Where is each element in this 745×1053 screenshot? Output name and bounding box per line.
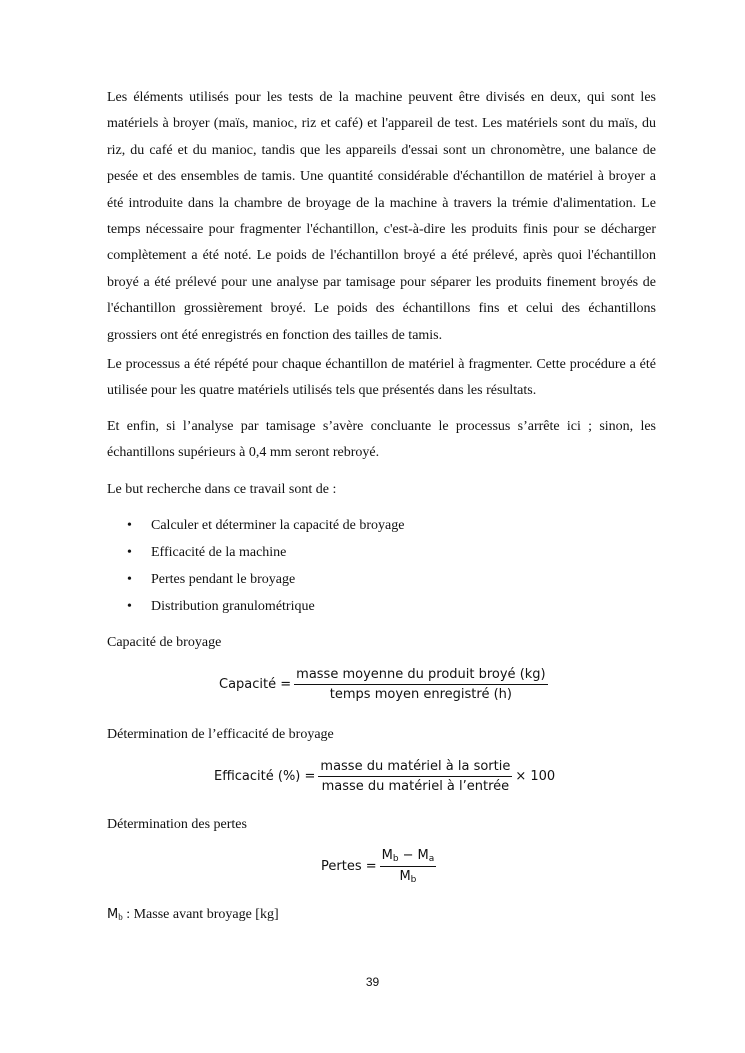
formula-efficiency: [214, 759, 555, 794]
heading-efficiency: Détermination de l’efficacité de broyage: [107, 727, 334, 742]
denominator: temps moyen enregistré (h): [329, 687, 512, 702]
numerator: masse moyenne du produit broyé (kg): [294, 667, 547, 685]
subscript: a: [428, 854, 435, 864]
legend-symbol: M: [107, 907, 119, 922]
list-item: • Distribution granulométrique: [107, 593, 656, 620]
formula-capacity: [219, 667, 551, 702]
heading-losses: Détermination des pertes: [107, 817, 247, 832]
formula-lhs: Pertes =: [321, 859, 377, 874]
formula-losses: [321, 848, 439, 885]
symbol-m: M: [399, 869, 411, 884]
paragraph-materials: Les éléments utilisés pour les tests de la machine peuvent être divisés en deux, qui sont les matériels à broyer (maïs, manioc, riz et café) et l'appareil de test. Les matériels sont du maïs, du riz, du café et du manioc, tandis que les appareils d'essai sont un chronomètre, une balance de pesée et des ensembles de tamis. Une quantité considérable d'échantillon de matériel à broyer a été introduite dans la chambre de broyage de la machine à travers la trémie d'alimentation. Le temps nécessaire pour fragmenter l'échantillon, c'est-à-dire les produits finis pour se décharger complètement a été noté. Le poids de l'échantillon broyé a été prélevé, après quoi l'échantillon broyé a été prélevé pour une analyse par tamisage pour séparer les produits finement broyés de l'échantillon grossièrement broyé. Le poids des échantillons fins et celui des échantillons grossiers ont été enregistrés en fonction des tailles de tamis.: [107, 90, 656, 343]
legend-mb: [107, 907, 279, 923]
legend-text: : Masse avant broyage [kg]: [122, 907, 279, 922]
denominator: [397, 867, 418, 885]
fraction: [380, 848, 437, 885]
list-item: • Calculer et déterminer la capacité de broyage: [107, 512, 656, 539]
paragraph-conclusion: Et enfin, si l’analyse par tamisage s’avère concluante le processus s’arrête ici ; sinon, les échantillons supérieurs à 0,4 mm seront rebroyé.: [107, 419, 656, 461]
page-number: 39: [365, 975, 380, 989]
numerator: [380, 848, 437, 867]
subscript: b: [392, 854, 399, 864]
objectives-list: [107, 512, 656, 620]
subscript: b: [410, 875, 417, 885]
subscript: b: [118, 912, 123, 922]
symbol-m: M: [381, 848, 393, 863]
list-item: • Efficacité de la machine: [107, 539, 656, 566]
denominator: masse du matériel à l’entrée: [321, 779, 510, 794]
symbol-m: M: [417, 848, 429, 863]
fraction: [294, 667, 547, 702]
formula-rhs: × 100: [515, 769, 556, 784]
list-item: • Pertes pendant le broyage: [107, 566, 656, 593]
minus-operator: −: [402, 848, 414, 863]
formula-lhs: Efficacité (%) =: [214, 769, 316, 784]
paragraph-objectives: Le but recherche dans ce travail sont de :: [107, 482, 337, 497]
paragraph-repetition: Le processus a été répété pour chaque échantillon de matériel à fragmenter. Cette procédure a été utilisée pour les quatre matériels utilisés tels que présentés dans les résultats.: [107, 357, 656, 399]
formula-lhs: Capacité =: [219, 677, 292, 692]
fraction: [318, 759, 512, 794]
heading-capacity: Capacité de broyage: [107, 635, 222, 650]
numerator: masse du matériel à la sortie: [318, 759, 512, 777]
